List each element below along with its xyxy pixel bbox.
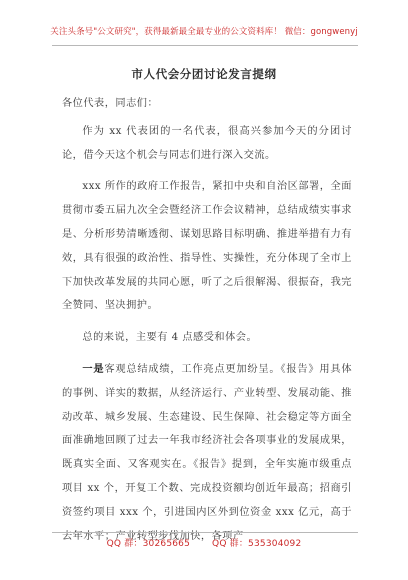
point-1-lead: 一是: [82, 362, 105, 375]
document-title: 市人代会分团讨论发言提纲: [131, 67, 277, 81]
footer-divider: [52, 532, 358, 533]
document-body: [62, 92, 352, 556]
paragraph-report-review: xxx 所作的政府工作报告，紧扣中央和自治区部署，全面贯彻市委五届九次全会暨经济工作会议精神，总结成绩实事求是、分析形势清晰透彻、谋划思路目标明确、推进举措有力有效，具有很强的政治性、指导性、实操性，充分体现了全市上下加快改革发展的共同心愿，听了之后很解渴、很振奋，我完全赞同、坚决拥护。: [62, 181, 352, 312]
footer-qq-group-2: QQ 群：535304092: [212, 539, 302, 549]
paragraph-summary: 总的来说，主要有 4 点感受和体会。: [82, 332, 258, 344]
header-banner: 关注头条号"公文研究"，获得最新最全最专业的公文资料库！ 微信：gongwenyj: [50, 27, 358, 37]
paragraph-point-1: [62, 358, 352, 548]
footer-contacts: [0, 536, 408, 549]
paragraph-intro: 作为 xx 代表团的一名代表，很高兴参加今天的分团讨论，借今天这个机会与同志们进行深入交流。: [62, 125, 352, 161]
footer-qq-group-1: QQ 群：30265665: [106, 539, 191, 549]
header-divider: [52, 45, 358, 46]
point-1-text: 客观总结成绩，工作亮点更加纷呈。《报告》用具体的事例、详实的数据，从经济运行、产业转型、发展动能、推动改革、城乡发展、生态建设、民生保障、社会稳定等方面全面准确地回顾了过去一年我市经济社会各项事业的发展成果，既真实全面、又客观实在。《报告》提到，全年实施市级重点项目 xx 个，开复工个数、完成投资额均创近年最高；招商引资签约项目 xxx 个，引进国内区外到位资金 xxx 亿元，高于去年水平；产业转型步伐加快，各项产: [62, 363, 353, 542]
salutation: 各位代表，同志们：: [62, 98, 159, 109]
